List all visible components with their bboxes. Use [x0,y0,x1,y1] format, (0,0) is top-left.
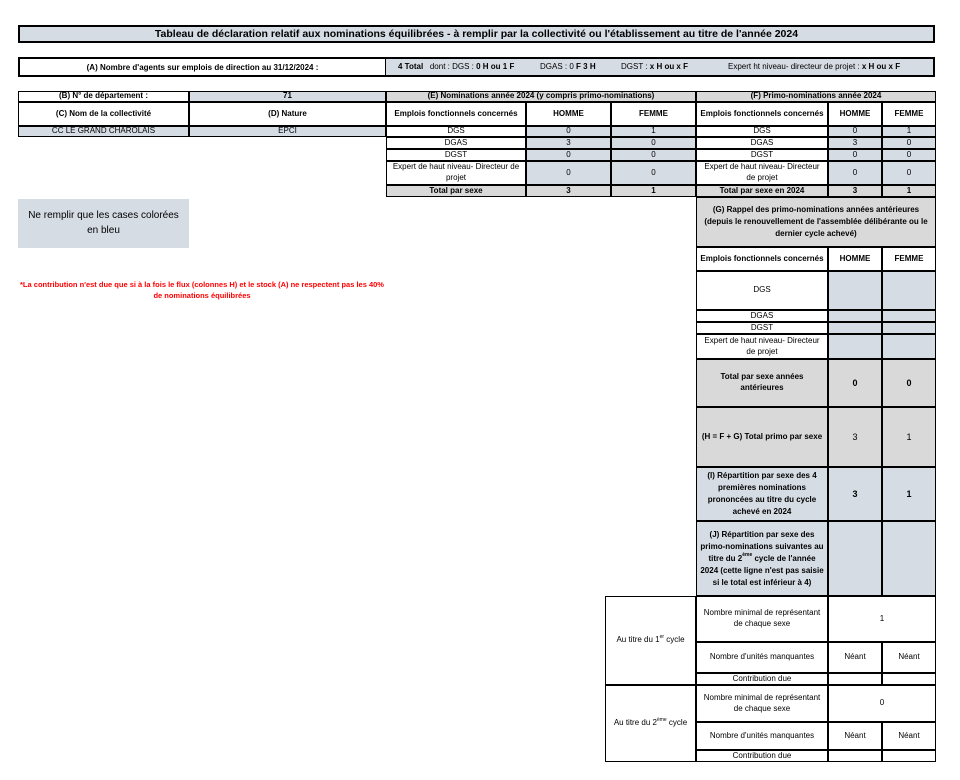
nominations-row-label: DGST [386,149,526,161]
rappel-title: (G) Rappel des primo-nominations années antérieures (depuis le renouvellement de l'assemblée délibérante ou le dernier cycle achevé) [696,197,936,247]
nominations-total-homme: 3 [526,185,611,197]
cycle-2-unites-homme: Néant [828,722,882,750]
nominations-row-label: DGAS [386,137,526,149]
collectivite-nature[interactable]: EPCI [189,126,386,137]
nominations-col-homme: HOMME [526,102,611,126]
dept-value[interactable]: 71 [189,91,386,102]
primo-total-femme: 1 [882,185,936,197]
repartition-j-homme[interactable] [828,521,882,596]
collectivite-name-header: (C) Nom de la collectivité [18,102,189,126]
rappel-homme-cell[interactable] [828,310,882,322]
rappel-homme-cell[interactable] [828,322,882,334]
primo-femme-cell[interactable]: 1 [882,126,936,137]
nominations-femme-cell[interactable]: 1 [611,126,696,137]
nominations-total-femme: 1 [611,185,696,197]
rappel-femme-cell[interactable] [882,310,936,322]
nominations-femme-cell[interactable]: 0 [611,149,696,161]
primo-row-label: DGS [696,126,828,137]
rappel-homme-cell[interactable] [828,271,882,310]
cycle-1-contribution-femme [882,673,936,685]
cycle-1-unites-label: Nombre d'unités manquantes [696,642,828,673]
primo-homme-cell[interactable]: 3 [828,137,882,149]
rappel-total-primo-homme: 3 [828,407,882,467]
primo-femme-cell[interactable]: 0 [882,149,936,161]
cycle-1-unites-femme: Néant [882,642,936,673]
rappel-col-homme: HOMME [828,247,882,271]
cycle-2-contribution-label: Contribution due [696,750,828,762]
primo-col-emplois: Emplois fonctionnels concernés [696,102,828,126]
cycle-2-unites-femme: Néant [882,722,936,750]
primo-homme-cell[interactable]: 0 [828,126,882,137]
nominations-total-label: Total par sexe [386,185,526,197]
nominations-femme-cell[interactable]: 0 [611,161,696,185]
primo-femme-cell[interactable]: 0 [882,161,936,185]
cycle-1-min-value: 1 [828,596,936,642]
cycle-2-unites-label: Nombre d'unités manquantes [696,722,828,750]
primo-total-homme: 3 [828,185,882,197]
nominations-row-label: DGS [386,126,526,137]
nominations-row-label: Expert de haut niveau- Directeur de projet [386,161,526,185]
rappel-total-primo-femme: 1 [882,407,936,467]
repartition-j-label: (J) Répartition par sexe des primo-nominations suivantes au titre du 2ème cycle de l'année 2024 (cette ligne n'est pas saisie si le total est inférieur à 4) [696,521,828,596]
primo-title: (F) Primo-nominations année 2024 [696,91,936,102]
primo-row-label: Expert de haut niveau- Directeur de projet [696,161,828,185]
rappel-row-label: DGST [696,322,828,334]
rappel-femme-cell[interactable] [882,334,936,359]
cycle-1-label: Au titre du 1er cycle [605,596,696,685]
primo-row-label: DGAS [696,137,828,149]
cycle-2-contribution-femme [882,750,936,762]
fill-instruction-note: Ne remplir que les cases colorées en bleu [18,199,189,248]
rappel-col-femme: FEMME [882,247,936,271]
agents-breakdown: 4 Total dont : DGS : 0 H ou 1 F [398,62,515,71]
primo-col-homme: HOMME [828,102,882,126]
rappel-total-primo-label: (H = F + G) Total primo par sexe [696,407,828,467]
rappel-row-label: DGS [696,271,828,310]
rappel-col-emplois: Emplois fonctionnels concernés [696,247,828,271]
primo-homme-cell[interactable]: 0 [828,149,882,161]
cycle-2-min-value: 0 [828,685,936,722]
nominations-homme-cell[interactable]: 0 [526,126,611,137]
cycle-1-unites-homme: Néant [828,642,882,673]
nominations-title: (E) Nominations année 2024 (y compris primo-nominations) [386,91,696,102]
nominations-col-femme: FEMME [611,102,696,126]
dept-label: (B) N° de département : [18,91,189,102]
cycle-1-contribution-homme [828,673,882,685]
rappel-femme-cell[interactable] [882,271,936,310]
nominations-femme-cell[interactable]: 0 [611,137,696,149]
rappel-femme-cell[interactable] [882,322,936,334]
cycle-1-contribution-label: Contribution due [696,673,828,685]
contribution-warning: *La contribution n'est due que si à la fois le flux (colonnes H) et le stock (A) ne respectent pas les 40% de nominations équilibrées [20,280,384,301]
agents-summary [18,57,935,77]
page-title: Tableau de déclaration relatif aux nominations équilibrées - à remplir par la collectivité ou l'établissement au titre de l'année 2024 [18,25,935,43]
primo-col-femme: FEMME [882,102,936,126]
primo-row-label: DGST [696,149,828,161]
agents-dgas: DGAS : 0 F 3 H [540,62,596,71]
repartition-i-label: (I) Répartition par sexe des 4 premières nominations prononcées au titre du cycle achevé en 2024 [696,467,828,521]
agents-label: (A) Nombre d'agents sur emplois de direction au 31/12/2024 : [20,59,386,75]
rappel-total-ant-femme: 0 [882,359,936,407]
primo-total-label: Total par sexe en 2024 [696,185,828,197]
collectivite-name[interactable]: CC LE GRAND CHAROLAIS [18,126,189,137]
cycle-2-min-label: Nombre minimal de représentant de chaque sexe [696,685,828,722]
cycle-1-min-label: Nombre minimal de représentant de chaque sexe [696,596,828,642]
repartition-i-femme[interactable]: 1 [882,467,936,521]
nominations-homme-cell[interactable]: 0 [526,149,611,161]
repartition-i-homme[interactable]: 3 [828,467,882,521]
collectivite-nature-header: (D) Nature [189,102,386,126]
primo-homme-cell[interactable]: 0 [828,161,882,185]
rappel-homme-cell[interactable] [828,334,882,359]
rappel-total-ant-label: Total par sexe années antérieures [696,359,828,407]
repartition-j-femme[interactable] [882,521,936,596]
nominations-homme-cell[interactable]: 3 [526,137,611,149]
agents-dgst: DGST : x H ou x F [621,62,688,71]
cycle-2-contribution-homme [828,750,882,762]
rappel-row-label: Expert de haut niveau- Directeur de projet [696,334,828,359]
primo-femme-cell[interactable]: 0 [882,137,936,149]
cycle-2-label: Au titre du 2ème cycle [605,685,696,762]
rappel-total-ant-homme: 0 [828,359,882,407]
agents-dgs: 0 H ou 1 F [476,62,515,71]
nominations-col-emplois: Emplois fonctionnels concernés [386,102,526,126]
agents-expert: Expert ht niveau- directeur de projet : x H ou x F [728,62,901,71]
rappel-row-label: DGAS [696,310,828,322]
nominations-homme-cell[interactable]: 0 [526,161,611,185]
agents-total: 4 Total [398,62,424,71]
